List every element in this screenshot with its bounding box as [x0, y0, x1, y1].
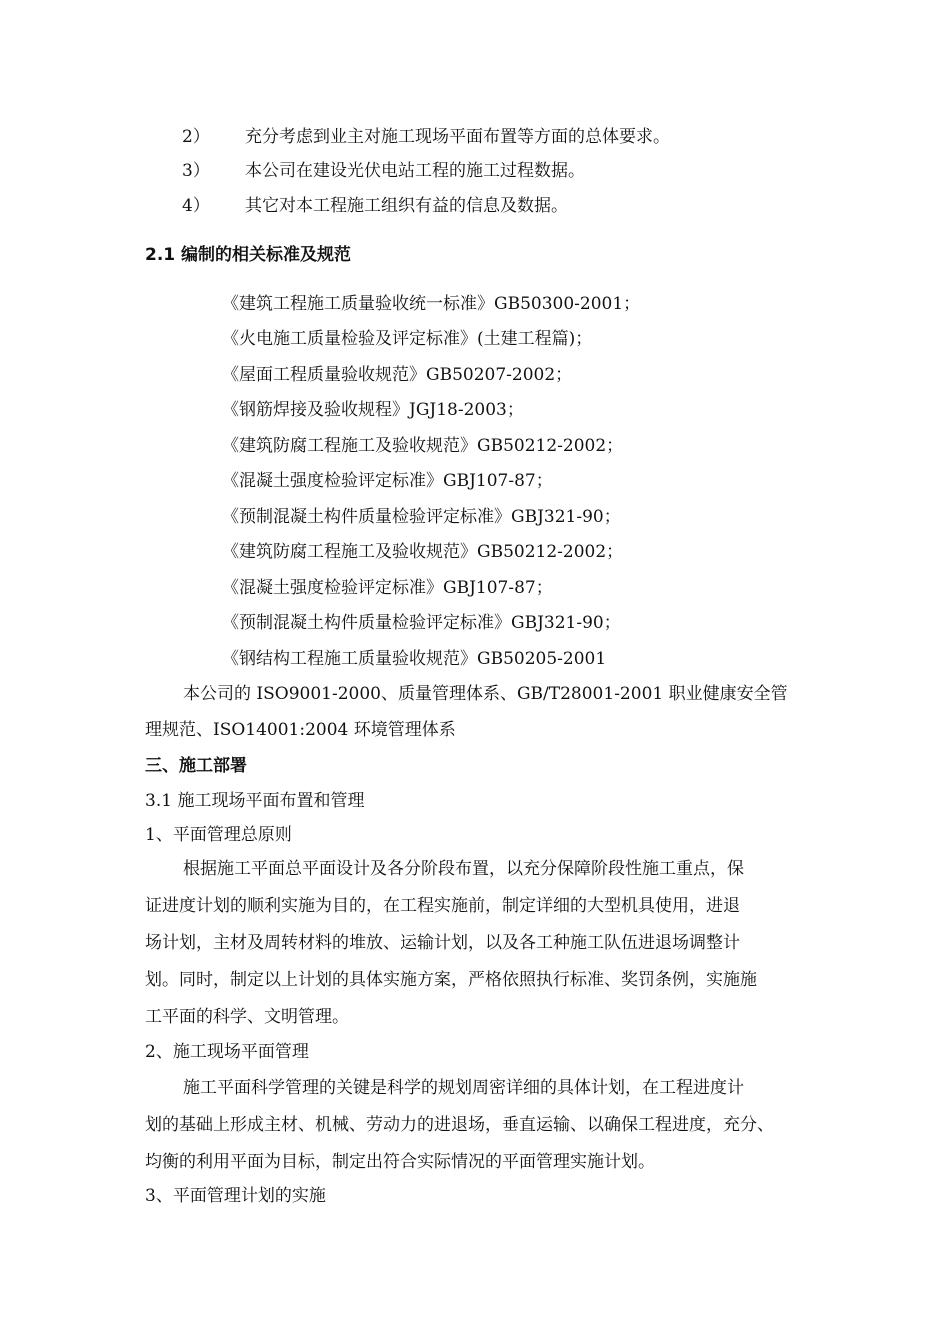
requirement-number: 3）	[182, 161, 210, 181]
requirement-item	[182, 126, 210, 148]
standard-item: 《建筑防腐工程施工及验收规范》GB50212-2002；	[222, 542, 624, 562]
standard-item: 《预制混凝土构件质量检验评定标准》GBJ321-90；	[222, 613, 621, 633]
company-standards-line: 本公司的 ISO9001-2000、质量管理体系、GB/T28001-2001 职业健康安全管	[183, 684, 788, 704]
paragraph-line: 划的基础上形成主材、机械、劳动力的进退场，垂直运输、以确保工程进度，充分、	[145, 1115, 774, 1135]
standard-item: 《钢筋焊接及验收规程》JGJ18-2003；	[222, 400, 524, 420]
company-standards-line: 理规范、ISO14001:2004 环境管理体系	[145, 720, 456, 740]
item-title-1: 1、平面管理总原则	[145, 825, 292, 845]
requirement-item	[182, 160, 210, 182]
requirement-text: 本公司在建设光伏电站工程的施工过程数据。	[245, 161, 585, 181]
requirement-number: 2）	[182, 127, 210, 147]
paragraph-line: 划。同时，制定以上计划的具体实施方案，严格依照执行标准、奖罚条例，实施施	[145, 970, 757, 990]
standard-item: 《钢结构工程施工质量验收规范》GB50205-2001	[222, 649, 607, 669]
paragraph-line: 根据施工平面总平面设计及各分阶段布置，以充分保障阶段性施工重点，保	[183, 859, 744, 879]
paragraph-line: 证进度计划的顺利实施为目的，在工程实施前，制定详细的大型机具使用，进退	[145, 896, 740, 916]
standard-item: 《屋面工程质量验收规范》GB50207-2002；	[222, 365, 573, 385]
standard-item: 《预制混凝土构件质量检验评定标准》GBJ321-90；	[222, 507, 621, 527]
paragraph-line: 施工平面科学管理的关键是科学的规划周密详细的具体计划，在工程进度计	[183, 1078, 744, 1098]
section-heading-2-1: 2.1 编制的相关标准及规范	[145, 245, 352, 265]
standard-item: 《建筑防腐工程施工及验收规范》GB50212-2002；	[222, 436, 624, 456]
subsection-heading-3-1: 3.1 施工现场平面布置和管理	[145, 791, 365, 811]
item-title-2: 2、施工现场平面管理	[145, 1042, 309, 1062]
paragraph-line: 工平面的科学、文明管理。	[145, 1007, 349, 1027]
standard-item: 《混凝土强度检验评定标准》GBJ107-87；	[222, 578, 553, 598]
paragraph-line: 均衡的利用平面为目标，制定出符合实际情况的平面管理实施计划。	[145, 1152, 655, 1172]
paragraph-line: 场计划，主材及周转材料的堆放、运输计划，以及各工种施工队伍进退场调整计	[145, 933, 740, 953]
requirement-text: 充分考虑到业主对施工现场平面布置等方面的总体要求。	[245, 127, 670, 147]
section-heading-3: 三、施工部署	[145, 756, 247, 776]
requirement-text: 其它对本工程施工组织有益的信息及数据。	[245, 196, 568, 216]
item-title-3: 3、平面管理计划的实施	[145, 1186, 326, 1206]
requirement-number: 4）	[182, 196, 210, 216]
standard-item: 《火电施工质量检验及评定标准》(土建工程篇)；	[222, 329, 593, 349]
standard-item: 《建筑工程施工质量验收统一标准》GB50300-2001；	[222, 294, 641, 314]
standard-item: 《混凝土强度检验评定标准》GBJ107-87；	[222, 471, 553, 491]
requirement-item	[182, 195, 210, 217]
